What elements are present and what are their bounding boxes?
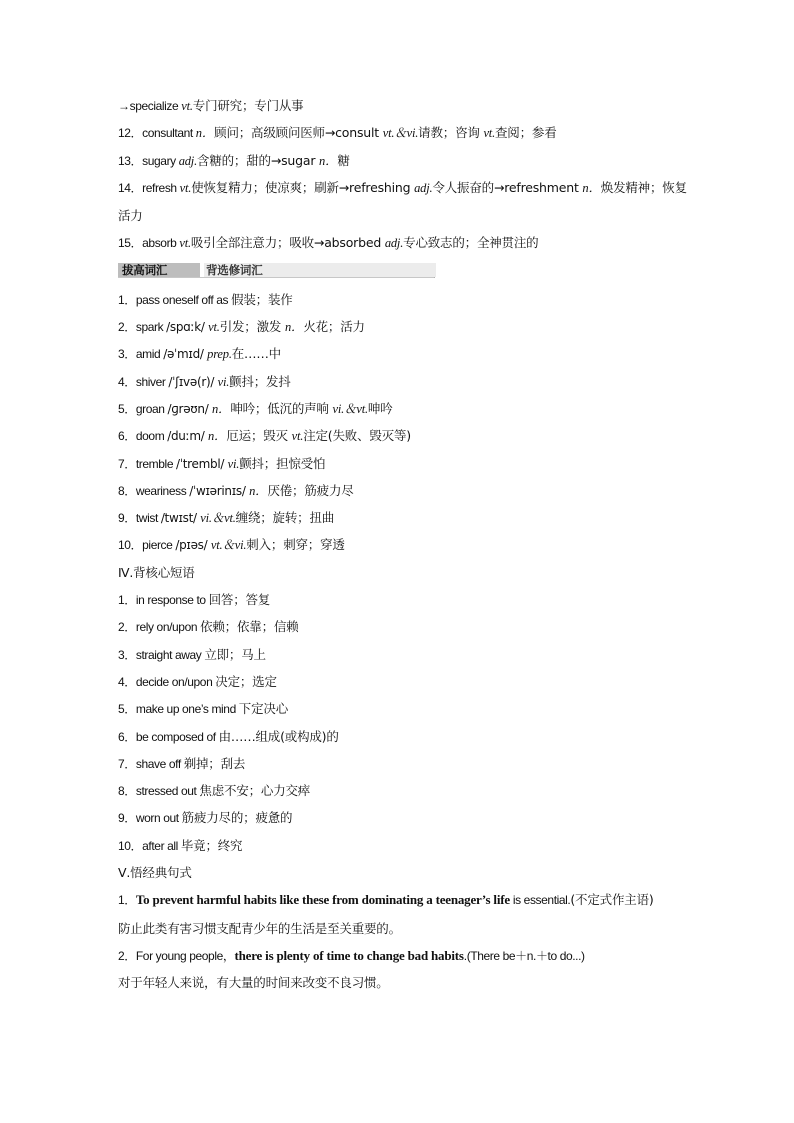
vocab-meaning: 注定(失败、毁灭等) — [303, 428, 411, 444]
section-banner — [118, 263, 435, 278]
phrase-meaning: 依赖；依靠；信赖 — [200, 619, 299, 635]
phrase-meaning: 由……组成(或构成)的 — [218, 728, 339, 744]
phrase: 3．straight away — [118, 647, 205, 662]
phrase-meaning: 毕竟；终究 — [180, 837, 243, 853]
vocab-meaning: 假装；装作 — [231, 291, 293, 307]
vocab-word: 15．absorb — [118, 236, 180, 251]
vocab-meaning: 顾问；高级顾问医师→consult — [214, 125, 383, 141]
phonetic: /ɡrəʊn/ — [167, 401, 212, 416]
phrase-line — [118, 668, 688, 695]
vocab-line — [118, 174, 688, 230]
vocab-meaning: 刺入；刺穿；穿透 — [246, 537, 345, 553]
vocab-meaning: 厄运；毁灭 — [226, 428, 292, 444]
vocab-meaning: 呻吟；低沉的声响 — [230, 400, 333, 416]
advanced-vocab-line — [118, 531, 688, 558]
phrase-line — [118, 750, 688, 777]
sentence-rest: is essential. — [509, 893, 571, 908]
vocab-word: 5．groan — [118, 401, 168, 416]
phonetic: /twɪst/ — [160, 511, 201, 526]
phrase-meaning: 回答；答复 — [208, 592, 271, 608]
vocab-meaning: 使恢复精力；使凉爽；刷新→refreshing — [191, 179, 415, 195]
sentence-number: 2． — [118, 948, 136, 963]
phrase: 2．rely on/upon — [118, 620, 201, 635]
part-of-speech: adj. — [178, 153, 198, 168]
part-of-speech: n． — [319, 153, 338, 168]
sentence-rest: . — [463, 948, 467, 963]
phrase-line — [118, 804, 688, 831]
advanced-vocab-line — [118, 395, 688, 422]
phrase-meaning: 立即；马上 — [204, 646, 266, 662]
vocab-meaning: 焕发精神；恢复活力 — [118, 179, 687, 224]
phrase: 7．shave off — [118, 756, 184, 771]
part-of-speech: vt. — [181, 99, 193, 113]
grammar-note: (There be＋n.＋to do...) — [466, 948, 585, 963]
advanced-vocab-line — [118, 450, 688, 477]
banner-tab: 拔高词汇 — [118, 263, 200, 277]
phrase: 4．decide on/upon — [118, 674, 216, 689]
grammar-note: (不定式作主语) — [570, 892, 654, 908]
vocab-meaning: 含糖的；甜的→sugar — [197, 152, 320, 168]
vocab-meaning: 缠绕；旋转；扭曲 — [235, 510, 335, 526]
part-of-speech: n． — [249, 483, 268, 498]
phrase: 9．worn out — [118, 811, 182, 826]
vocab-line — [118, 92, 688, 119]
vocab-meaning: 在……中 — [231, 346, 281, 362]
part-of-speech: vi.＆vt. — [332, 401, 368, 416]
phrase: 10．after all — [118, 838, 181, 853]
phrase-line — [118, 695, 688, 722]
vocab-meaning: 令人振奋的→refreshment — [432, 179, 583, 195]
phrase-line — [118, 832, 688, 859]
part-of-speech: vt.＆vi. — [382, 126, 419, 141]
advanced-vocab-line — [118, 286, 688, 313]
part-of-speech: prep. — [207, 347, 232, 362]
phrase: 8．stressed out — [118, 784, 200, 799]
phrase-line — [118, 613, 688, 640]
vocab-word: 10．pierce — [118, 538, 176, 553]
vocab-meaning: 火花；活力 — [303, 319, 365, 335]
advanced-vocab-line — [118, 368, 688, 395]
phonetic: /əˈmɪd/ — [163, 347, 208, 362]
section-heading-sentences: Ⅴ.悟经典句式 — [118, 865, 192, 881]
sentence-bold: there is plenty of time to change bad habits — [234, 947, 464, 963]
part-of-speech: n． — [211, 401, 231, 416]
phrase: 1．in response to — [118, 593, 209, 608]
vocab-line — [118, 119, 688, 146]
sentence-translation: 防止此类有害习惯支配青少年的生活是至关重要的。 — [118, 920, 401, 936]
part-of-speech: adj. — [414, 180, 433, 195]
sentence-line — [118, 942, 688, 969]
sentence-line — [118, 886, 688, 914]
vocab-word: 7．tremble — [118, 456, 177, 471]
phrase-line — [118, 641, 688, 668]
part-of-speech: vt. — [179, 236, 191, 251]
part-of-speech: vi. — [227, 456, 240, 471]
vocab-meaning: 请教；咨询 — [418, 125, 484, 141]
vocab-meaning: 厌倦；筋疲力尽 — [267, 482, 354, 498]
phrase-meaning: 焦虑不安；心力交瘁 — [199, 783, 311, 799]
sentence-number: 1． — [118, 893, 136, 908]
vocab-word: 4．shiver — [118, 374, 169, 389]
part-of-speech: vt. — [483, 126, 495, 141]
document-page — [118, 92, 688, 997]
advanced-vocab-line — [118, 313, 688, 340]
vocab-word: 6．doom — [118, 429, 168, 444]
vocab-word: 9．twist — [118, 511, 161, 526]
vocab-word: 13．sugary — [118, 153, 179, 168]
phrase-meaning: 下定决心 — [238, 701, 288, 717]
phrase-line — [118, 586, 688, 613]
part-of-speech: n． — [195, 126, 215, 141]
advanced-vocab-line — [118, 477, 688, 504]
vocab-meaning: 引发；激发 — [219, 319, 285, 335]
vocab-word: 2．spark — [118, 320, 167, 335]
sentence-lead: For young people， — [135, 948, 235, 963]
sentence-translation: 对于年轻人来说，有大量的时间来改变不良习惯。 — [118, 975, 389, 991]
part-of-speech: n． — [208, 429, 227, 444]
vocab-line — [118, 147, 688, 174]
banner-subtitle: 背选修词汇 — [204, 263, 436, 277]
phrase: 5．make up one’s mind — [118, 702, 239, 717]
vocab-line — [118, 229, 688, 256]
part-of-speech: n． — [284, 320, 304, 335]
vocab-meaning: 查阅；参看 — [495, 125, 557, 141]
vocab-meaning: 颤抖；发抖 — [229, 373, 291, 389]
vocab-word: 1．pass oneself off as — [118, 292, 232, 307]
vocab-meaning: 专门研究；专门从事 — [192, 98, 304, 113]
vocab-word: 14．refresh — [118, 180, 180, 195]
phonetic: /pɪəs/ — [175, 538, 211, 553]
part-of-speech: vt. — [291, 429, 304, 444]
part-of-speech: vt. — [208, 320, 220, 335]
part-of-speech: n． — [582, 180, 601, 195]
sentence-bold: To prevent harmful habits like these from dominating a teenager’s life — [135, 892, 510, 908]
phonetic: /spɑːk/ — [166, 320, 209, 335]
phonetic: /ˈtrembl/ — [176, 456, 228, 471]
phonetic: /duːm/ — [167, 429, 208, 444]
part-of-speech: vt. — [179, 180, 192, 195]
phonetic: /ˈwɪərinɪs/ — [189, 483, 250, 498]
part-of-speech: vi. — [217, 374, 230, 389]
phrase-meaning: 筋疲力尽的；疲惫的 — [181, 810, 293, 826]
phrase: 6．be composed of — [118, 729, 219, 744]
vocab-meaning: 呻吟 — [367, 400, 393, 416]
vocab-meaning: 吸引全部注意力；吸收→absorbed — [190, 235, 385, 251]
vocab-meaning: 专心致志的；全神贯注的 — [403, 235, 539, 251]
phrase-line — [118, 777, 688, 804]
phrase-meaning: 决定；选定 — [215, 673, 277, 689]
phonetic: /ˈʃɪvə(r)/ — [168, 374, 218, 389]
phrase-line — [118, 723, 688, 750]
part-of-speech: adj. — [384, 236, 404, 251]
part-of-speech: vi.＆vt. — [200, 511, 236, 526]
vocab-word: 12．consultant — [118, 126, 196, 141]
vocab-word: →specialize — [118, 99, 182, 113]
advanced-vocab-line — [118, 422, 688, 449]
vocab-word: 3．amid — [118, 347, 164, 362]
vocab-meaning: 颤抖；担惊受怕 — [239, 455, 326, 471]
part-of-speech: vt.＆vi. — [210, 538, 247, 553]
vocab-meaning: 糖 — [337, 152, 350, 168]
section-heading-phrases: Ⅳ.背核心短语 — [118, 564, 195, 580]
phrase-meaning: 剃掉；刮去 — [183, 755, 246, 771]
vocab-word: 8．weariness — [118, 483, 190, 498]
advanced-vocab-line — [118, 340, 688, 367]
advanced-vocab-line — [118, 504, 688, 531]
